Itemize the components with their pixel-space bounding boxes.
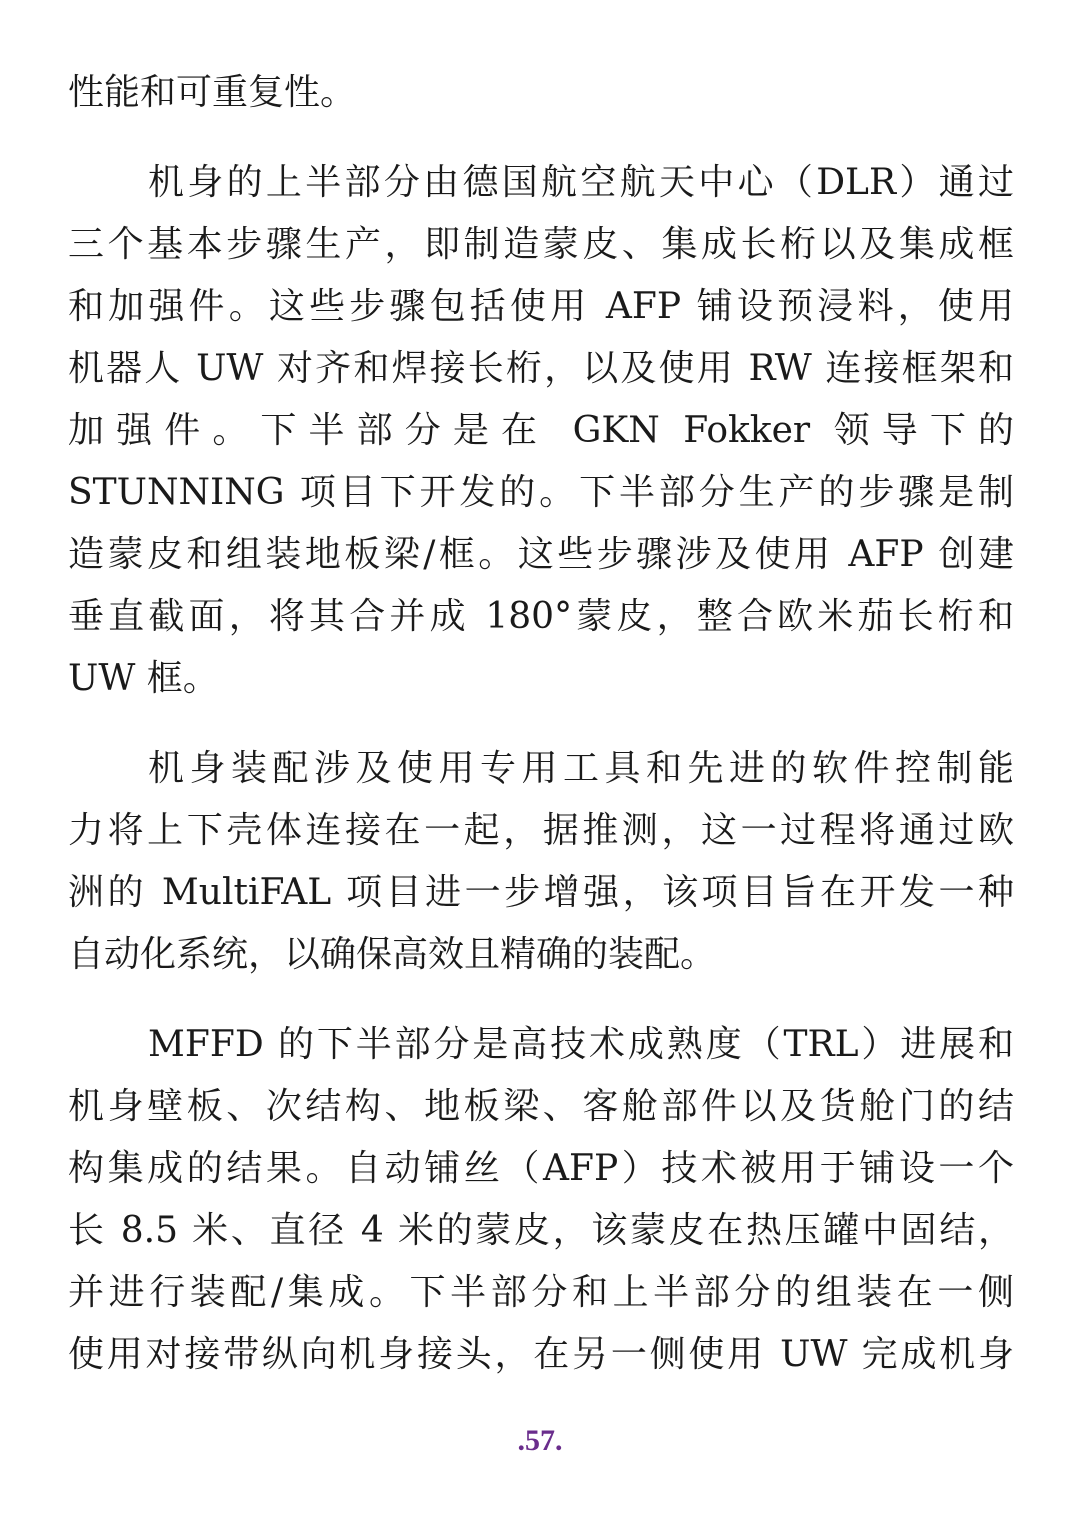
text-line: 并进行装配/集成。下半部分和上半部分的组装在一侧 (68, 1272, 1014, 1313)
page-body (68, 62, 1014, 1386)
text-line: 机身的上半部分由德国航空航天中心（DLR）通过 (148, 162, 1014, 203)
text-line: 机器人 UW 对齐和焊接长桁，以及使用 RW 连接框架和 (68, 348, 1014, 389)
text-line: 性能和可重复性。 (68, 72, 357, 113)
text-line: STUNNING 项目下开发的。下半部分生产的步骤是制 (68, 472, 1014, 513)
text-line: UW 框。 (68, 658, 219, 699)
text-line: 力将上下壳体连接在一起，据推测，这一过程将通过欧 (68, 810, 1014, 851)
text-line: 和加强件。这些步骤包括使用 AFP 铺设预浸料，使用 (68, 286, 1014, 327)
text-line: 使用对接带纵向机身接头，在另一侧使用 UW 完成机身 (68, 1334, 1014, 1375)
text-line: 垂直截面，将其合并成 180°蒙皮，整合欧米茄长桁和 (68, 596, 1014, 637)
paragraph-2 (68, 152, 1014, 710)
text-line: 机身壁板、次结构、地板梁、客舱部件以及货舱门的结 (68, 1086, 1014, 1127)
page-number: .57. (517, 1424, 563, 1457)
paragraph-4 (68, 1014, 1014, 1386)
text-line: 洲的 MultiFAL 项目进一步增强，该项目旨在开发一种 (68, 872, 1014, 913)
paragraph-3 (68, 738, 1014, 986)
text-line: 长 8.5 米、直径 4 米的蒙皮，该蒙皮在热压罐中固结， (68, 1210, 1014, 1251)
text-line: 自动化系统，以确保高效且精确的装配。 (68, 934, 717, 975)
text-line: 造蒙皮和组装地板梁/框。这些步骤涉及使用 AFP 创建 (68, 534, 1014, 575)
text-line: 机身装配涉及使用专用工具和先进的软件控制能 (148, 748, 1014, 789)
paragraph-1 (68, 62, 1014, 124)
text-line: MFFD 的下半部分是高技术成熟度（TRL）进展和 (148, 1024, 1014, 1065)
text-line: 加强件。下半部分是在 GKN Fokker 领导下的 (68, 410, 1014, 451)
text-line: 构集成的结果。自动铺丝（AFP）技术被用于铺设一个 (68, 1148, 1014, 1189)
text-line: 三个基本步骤生产，即制造蒙皮、集成长桁以及集成框 (68, 224, 1014, 265)
